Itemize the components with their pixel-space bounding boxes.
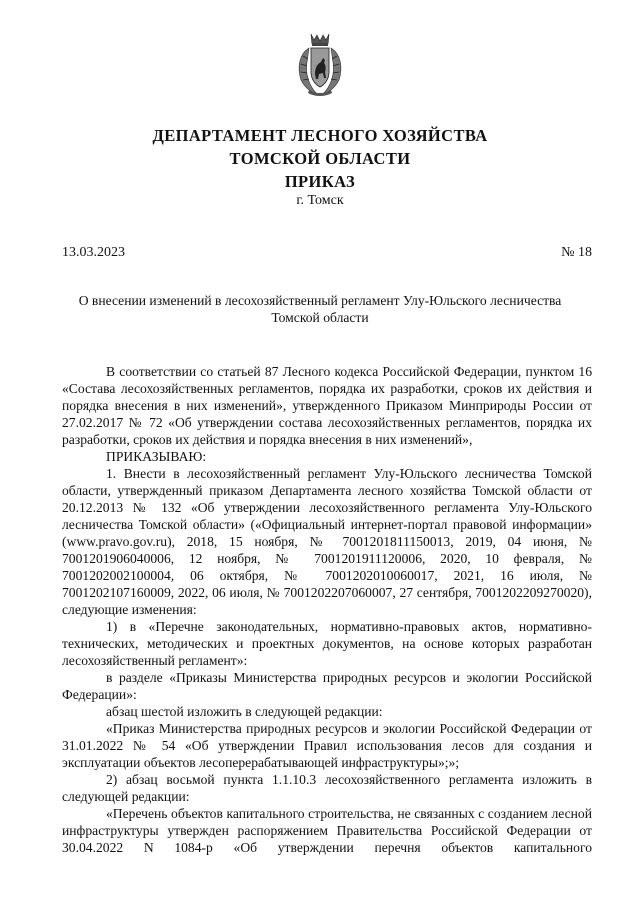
document-date: 13.03.2023 [62,245,125,260]
org-name-line1: ДЕПАРТАМЕНТ ЛЕСНОГО ХОЗЯЙСТВА [152,126,488,145]
document-type: ПРИКАЗ [284,172,356,191]
document-number: № 18 [561,245,592,260]
document-subject: О внесении изменений в лесохозяйственный регламент Улу-Юльского лесничества Томской области [78,293,562,325]
city: г. Томск [296,193,344,208]
paragraph: 1. Внести в лесохозяйственный регламент Улу-Юльского лесничества Томской области, утвержденный приказом Департамента лесного хозяйства Томской области от 20.12.2013 № 132 «Об утверждении лесохозяйственного регламента Улу-Юльского лесничества Томской области» («Официальный интернет-портал правовой информации» (www.pravo.gov.ru), 2018, 15 ноября, № 7001201811150013, 2019, 04 июня, № 7001201906040006, 12 ноября, № 7001201911120006, 2020, 10 февраля, № 7001202002100004, 06 октября, № 7001202010060017, 2021, 16 июля, № 7001202107160009, 2022, 06 июля, № 7001202207060007, 27 сентября, 7001202209270020), следующие изменения: [62,466,592,617]
tomsk-region-coat-of-arms-icon [295,32,345,98]
org-name-line2: ТОМСКОЙ ОБЛАСТИ [229,149,411,168]
paragraph: в разделе «Приказы Министерства природных ресурсов и экологии Российской Федерации»: [62,670,592,702]
paragraph: ПРИКАЗЫВАЮ: [106,449,207,464]
paragraph: 2) абзац восьмой пункта 1.1.10.3 лесохозяйственного регламента изложить в следующей редакции: [62,772,592,804]
paragraph: «Приказ Министерства природных ресурсов и экологии Российской Федерации от 31.01.2022 № 54 «Об утверждении Правил использования лесов для создания и эксплуатации объектов лесоперерабатывающей инфраструктуры»;»; [62,721,592,770]
document-body [62,363,592,856]
paragraph: 1) в «Перечне законодательных, нормативно-правовых актов, нормативно-технических, методических и проектных документов, на основе которых разработан лесохозяйственный регламент»: [62,619,592,668]
paragraph: «Перечень объектов капитального строительства, не связанных с созданием лесной инфраструктуры утвержден распоряжением Правительства Российской Федерации от 30.04.2022 N 1084-р «Об утверждении перечня объектов капитального [62,806,592,855]
paragraph: абзац шестой изложить в следующей редакции: [106,704,383,719]
paragraph: В соответствии со статьей 87 Лесного кодекса Российской Федерации, пунктом 16 «Состава лесохозяйственных регламентов, порядка их разработки, сроков их действия и порядка внесения в них изменений», утвержденного Приказом Минприроды России от 27.02.2017 № 72 «Об утверждении состава лесохозяйственных регламентов, порядка их разработки, сроков их действия и порядка внесения в них изменений», [62,364,592,447]
